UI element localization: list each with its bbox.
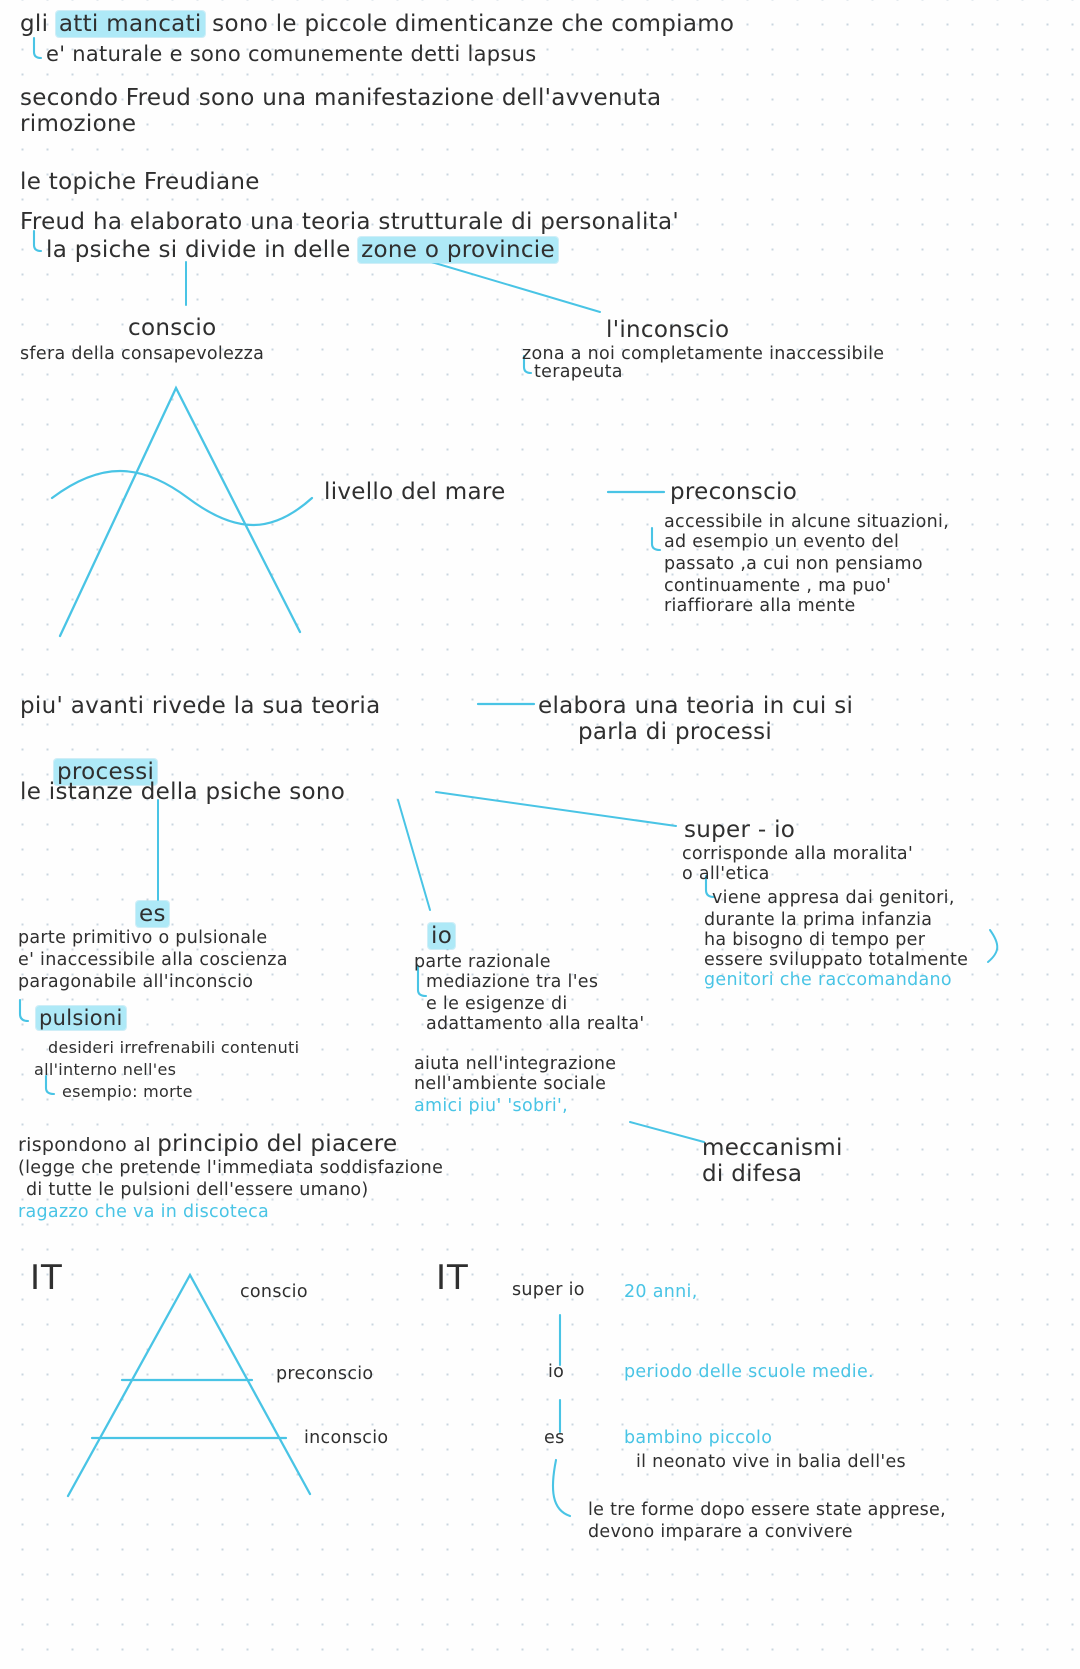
- desc-super-io-4: durante la prima infanzia: [704, 910, 933, 930]
- right-diagram-footer-2: devono imparare a convivere: [588, 1522, 853, 1542]
- principio-line-1-big: principio del piacere: [157, 1131, 398, 1157]
- desc-pulsioni-1: desideri irrefrenabili contenuti: [48, 1038, 300, 1057]
- desc-io-blue: amici piu' 'sobri',: [414, 1096, 568, 1116]
- right-diagram-footer-1: le tre forme dopo essere state apprese,: [588, 1500, 946, 1520]
- label-io: [428, 922, 455, 950]
- desc-io-5: aiuta nell'integrazione: [414, 1054, 617, 1074]
- desc-inconscio-2: terapeuta: [534, 362, 623, 382]
- desc-pulsioni-3: esempio: morte: [62, 1082, 193, 1101]
- label-conscio: conscio: [128, 315, 217, 341]
- desc-super-io-blue: genitori che raccomandano: [704, 970, 952, 990]
- desc-inconscio-1: zona a noi completamente inaccessibile: [522, 344, 885, 364]
- desc-super-io-3: viene appresa dai genitori,: [712, 888, 955, 908]
- highlight-processi: processi: [54, 759, 157, 785]
- desc-preconscio-4: continuamente , ma puo': [664, 576, 892, 596]
- highlight-es: es: [136, 901, 169, 927]
- right-row-label-es: es: [544, 1428, 565, 1448]
- left-diagram-badge: IT: [30, 1258, 63, 1298]
- desc-es-1: parte primitivo o pulsionale: [18, 928, 268, 948]
- principio-line-1-pre: rispondono al: [18, 1134, 158, 1156]
- right-row-extra-ink: il neonato vive in balia dell'es: [636, 1452, 906, 1472]
- desc-preconscio-1: accessibile in alcune situazioni,: [664, 512, 950, 532]
- principio-line-3: di tutte le pulsioni dell'essere umano): [26, 1180, 369, 1200]
- desc-io-4: adattamento alla realta': [426, 1014, 645, 1034]
- principio-line-2: (legge che pretende l'immediata soddisfazione: [18, 1158, 444, 1178]
- principio-line-1: [18, 1130, 397, 1158]
- highlight-io: io: [428, 923, 455, 949]
- intro-line-2: e' naturale e sono comunemente detti lapsus: [46, 42, 537, 66]
- topiche-title: le topiche Freudiane: [20, 169, 260, 195]
- desc-io-1: parte razionale: [414, 952, 551, 972]
- desc-preconscio-3: passato ,a cui non pensiamo: [664, 554, 923, 574]
- right-row-label-io: io: [548, 1362, 565, 1382]
- right-row-note-io: periodo delle scuole medie.: [624, 1362, 874, 1382]
- desc-super-io-2: o all'etica: [682, 864, 770, 884]
- desc-super-io-6: essere sviluppato totalmente: [704, 950, 969, 970]
- right-row-label-super-io: super io: [512, 1280, 585, 1300]
- intro-line-3: secondo Freud sono una manifestazione dell'avvenuta: [20, 85, 662, 111]
- left-diagram-label-conscio: conscio: [240, 1282, 308, 1302]
- right-row-note-super-io: 20 anni,: [624, 1282, 698, 1302]
- desc-super-io-5: ha bisogno di tempo per: [704, 930, 926, 950]
- topiche-line-2: [46, 236, 558, 264]
- label-pulsioni: [36, 1006, 126, 1032]
- desc-conscio: sfera della consapevolezza: [20, 344, 265, 364]
- desc-io-6: nell'ambiente sociale: [414, 1074, 607, 1094]
- processi-heading-line: le istanze della psiche sono: [20, 779, 346, 805]
- label-inconscio: l'inconscio: [606, 317, 730, 343]
- desc-io-3: e le esigenze di: [426, 994, 568, 1014]
- label-preconscio: preconscio: [670, 479, 798, 505]
- intro-line-1-pre: gli: [20, 11, 56, 37]
- desc-preconscio-5: riaffiorare alla mente: [664, 596, 856, 616]
- highlight-atti-mancati: atti mancati: [56, 11, 205, 37]
- highlight-zone-provincie: zone o provincie: [358, 237, 558, 263]
- topiche-line-2-pre: la psiche si divide in delle: [46, 237, 359, 263]
- left-diagram-label-preconscio: preconscio: [276, 1364, 374, 1384]
- label-meccanismi-1: meccanismi: [702, 1135, 843, 1161]
- desc-es-3: paragonabile all'inconscio: [18, 972, 254, 992]
- intro-line-1: [20, 10, 734, 38]
- transition-left: piu' avanti rivede la sua teoria: [20, 693, 381, 719]
- transition-right-1: elabora una teoria in cui si: [538, 693, 854, 719]
- desc-super-io-1: corrisponde alla moralita': [682, 844, 914, 864]
- right-row-note-es: bambino piccolo: [624, 1428, 773, 1448]
- left-diagram-label-inconscio: inconscio: [304, 1428, 389, 1448]
- label-meccanismi-2: di difesa: [702, 1161, 803, 1187]
- label-livello-del-mare: livello del mare: [324, 479, 506, 505]
- intro-line-1-post: sono le piccole dimenticanze che compiamo: [204, 11, 735, 37]
- topiche-line-1: Freud ha elaborato una teoria strutturale di personalita': [20, 209, 680, 235]
- desc-es-2: e' inaccessibile alla coscienza: [18, 950, 288, 970]
- intro-line-4: rimozione: [20, 111, 137, 137]
- desc-io-2: mediazione tra l'es: [426, 972, 599, 992]
- right-diagram-badge: IT: [436, 1258, 469, 1298]
- desc-preconscio-2: ad esempio un evento del: [664, 532, 900, 552]
- transition-right-2: parla di processi: [578, 719, 773, 745]
- principio-line-blue: ragazzo che va in discoteca: [18, 1202, 270, 1222]
- label-es: [136, 900, 169, 928]
- desc-pulsioni-2: all'interno nell'es: [34, 1060, 177, 1079]
- highlight-pulsioni: pulsioni: [36, 1006, 126, 1030]
- label-super-io: super - io: [684, 817, 796, 843]
